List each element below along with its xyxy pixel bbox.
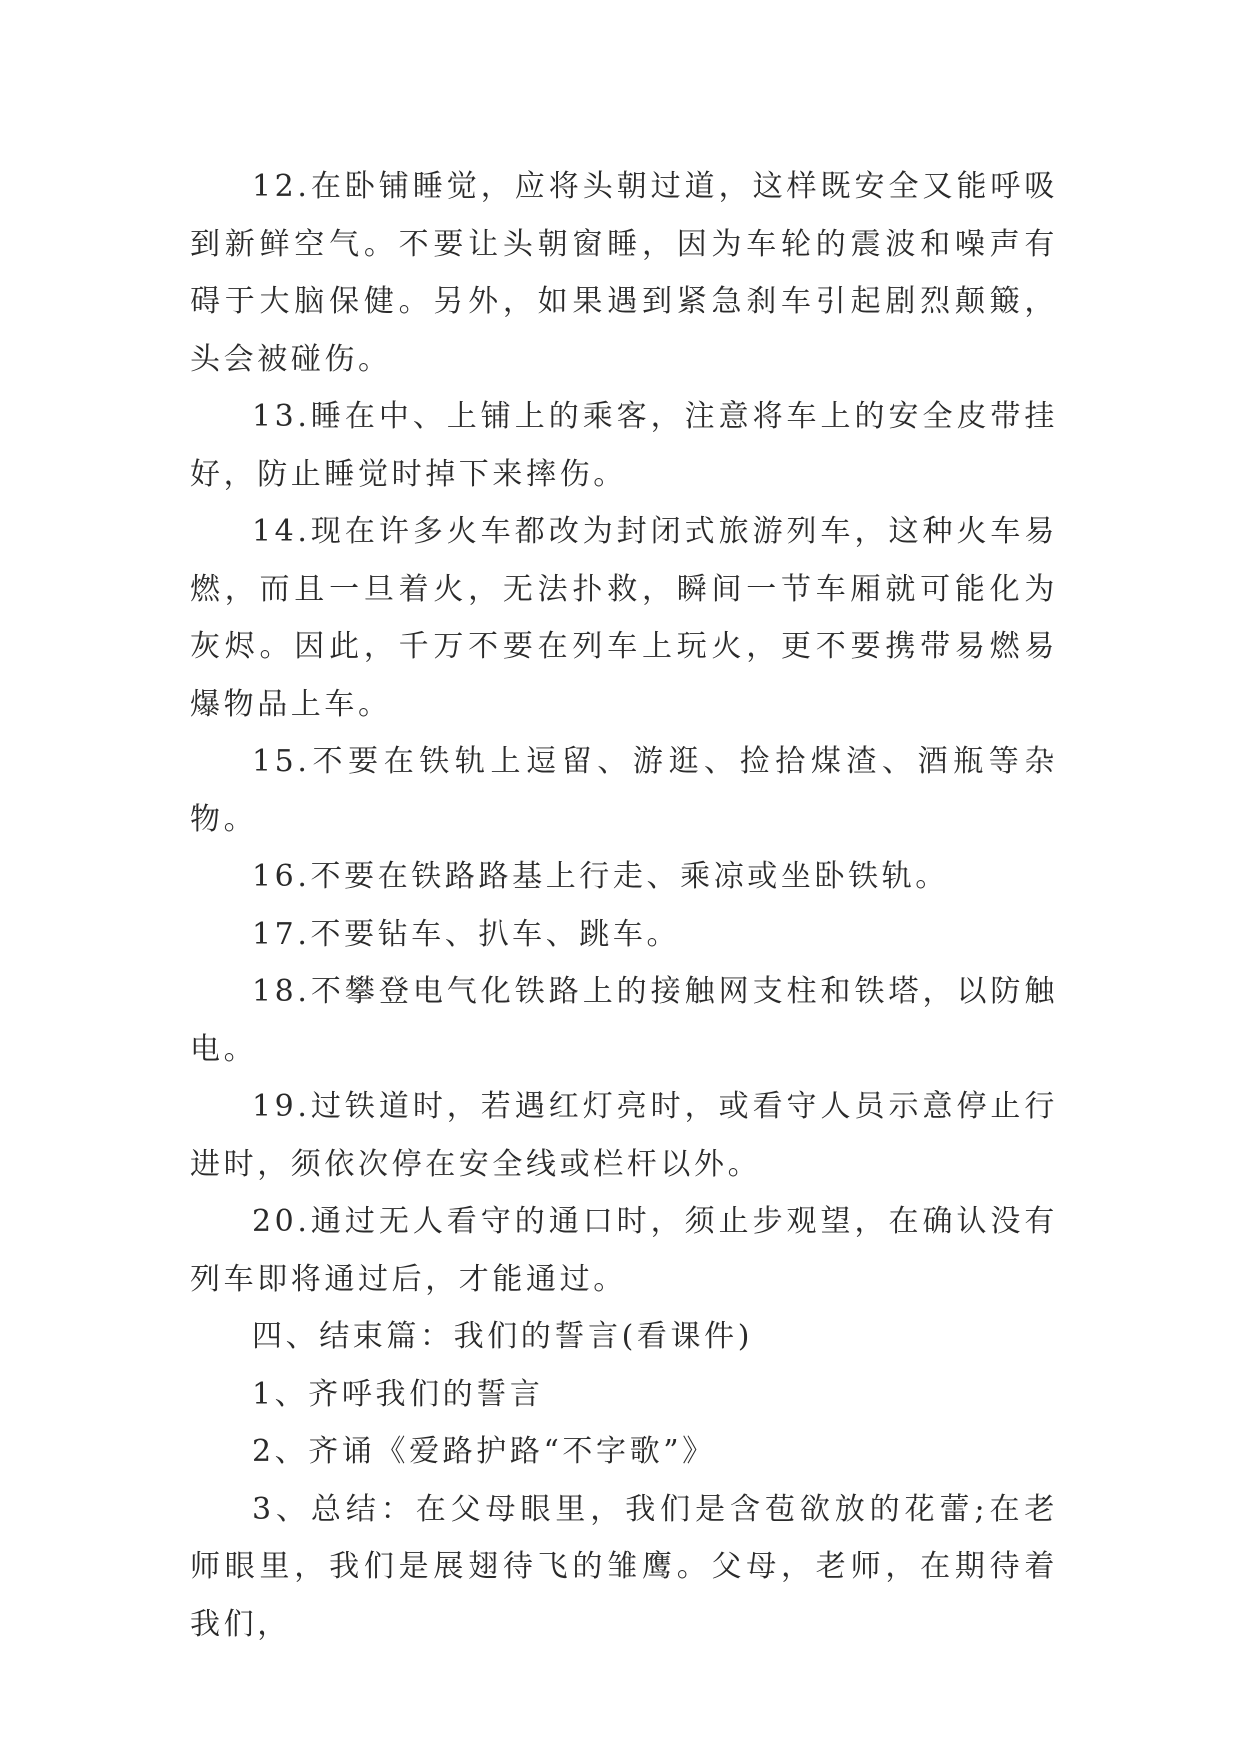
paragraph-item-12: 12.在卧铺睡觉，应将头朝过道，这样既安全又能呼吸到新鲜空气。不要让头朝窗睡，因为车轮的震波和噪声有碍于大脑保健。另外，如果遇到紧急刹车引起剧烈颠簸，头会被碰伤。 (190, 169, 1058, 377)
closing-step-2: 2、齐诵《爱路护路“不字歌”》 (252, 1434, 716, 1469)
document-body (190, 158, 1058, 1653)
paragraph-item-13: 13.睡在中、上铺上的乘客，注意将车上的安全皮带挂好，防止睡觉时掉下来摔伤。 (190, 399, 1058, 492)
paragraph-item-18: 18.不攀登电气化铁路上的接触网支柱和铁塔，以防触电。 (190, 974, 1058, 1067)
closing-step-1: 1、齐呼我们的誓言 (252, 1376, 544, 1412)
closing-step-3: 3、总结：在父母眼里，我们是含苞欲放的花蕾;在老师眼里，我们是展翅待飞的雏鹰。父母，老师，在期待着我们， (190, 1491, 1058, 1642)
paragraph-item-14: 14.现在许多火车都改为封闭式旅游列车，这种火车易燃，而且一旦着火，无法扑救，瞬间一节车厢就可能化为灰烬。因此，千万不要在列车上玩火，更不要携带易燃易爆物品上车。 (190, 514, 1058, 722)
paragraph-item-17: 17.不要钻车、扒车、跳车。 (252, 916, 681, 952)
section-heading-closing: 四、结束篇：我们的誓言(看课件) (252, 1319, 754, 1354)
paragraph-item-19: 19.过铁道时，若遇红灯亮时，或看守人员示意停止行进时，须依次停在安全线或栏杆以外。 (190, 1089, 1058, 1182)
paragraph-item-20: 20.通过无人看守的通口时，须止步观望，在确认没有列车即将通过后，才能通过。 (190, 1204, 1058, 1297)
paragraph-item-15: 15.不要在铁轨上逗留、游逛、捡拾煤渣、酒瓶等杂物。 (190, 744, 1058, 837)
paragraph-item-16: 16.不要在铁路路基上行走、乘凉或坐卧铁轨。 (252, 859, 949, 894)
